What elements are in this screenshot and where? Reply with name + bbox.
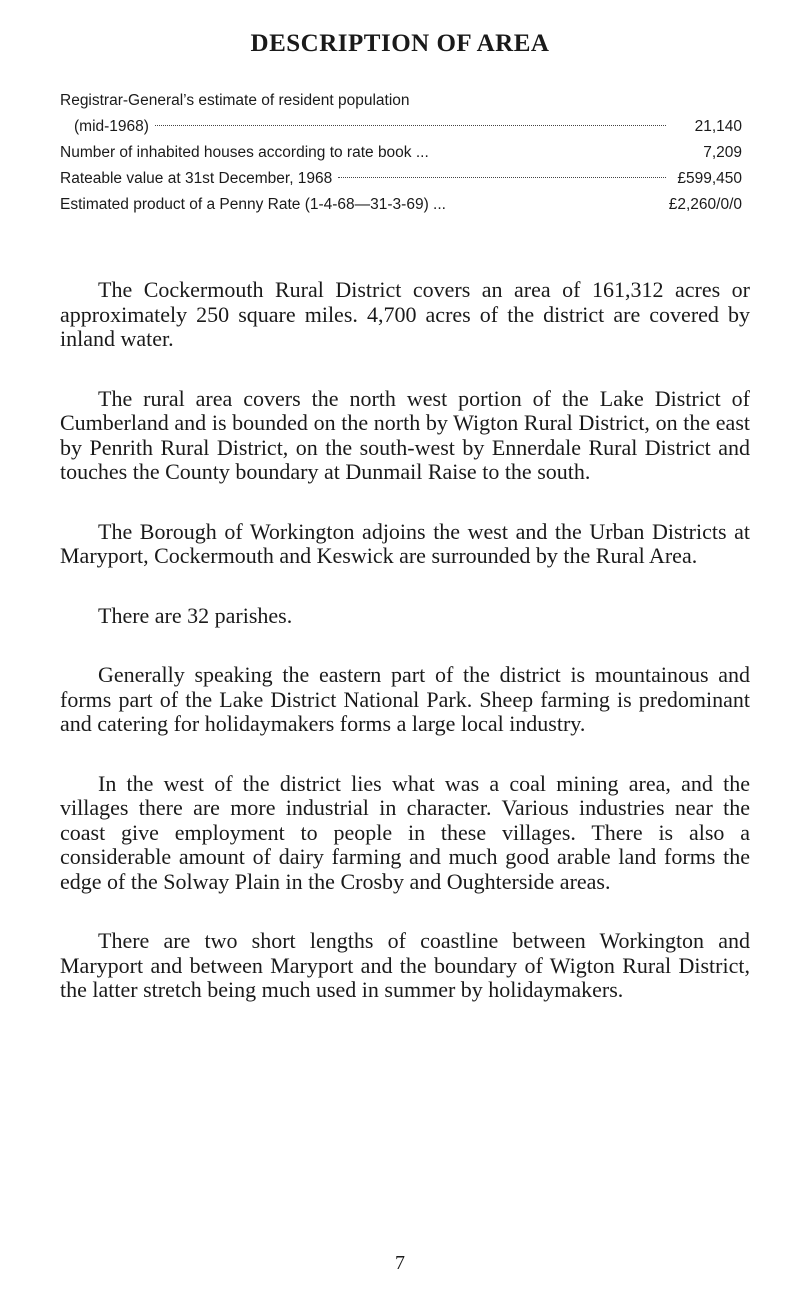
paragraph: In the west of the district lies what was a coal mining area, and the villages there are more industrial in character. Various industries near the coast give employment to people in these villages. There is also a considerable amount of dairy farming and much good arable land forms the edge of the Solway Plain in the Crosby and Oughterside areas. [60,770,750,894]
leader-dots [155,125,666,126]
statistics-table [60,88,742,218]
paragraph: There are 32 parishes. [98,602,293,628]
stat-label: Estimated product of a Penny Rate (1-4-68—31-3-69) ... [60,196,446,213]
stat-row-population [60,88,742,140]
leader-dots [338,177,666,178]
paragraph: Generally speaking the eastern part of the district is mountainous and forms part of the Lake District National Park. Sheep farming is predominant and catering for holidaymakers forms a large local industry. [60,662,750,736]
stat-label-line1: Registrar-General’s estimate of resident population [60,92,410,109]
stat-value: £2,260/0/0 [668,196,742,213]
stat-value: £599,450 [677,170,742,187]
paragraph: There are two short lengths of coastline between Workington and Maryport and between Maryport and the boundary of Wigton Rural District, the latter stretch being much used in summer by holidaymakers. [60,928,750,1002]
stat-label: Rateable value at 31st December, 1968 [60,170,333,187]
stat-value: 7,209 [703,144,742,161]
paragraph: The Borough of Workington adjoins the west and the Urban Districts at Maryport, Cockermouth and Keswick are surrounded by the Rural Area. [60,518,750,568]
paragraph: The Cockermouth Rural District covers an area of 161,312 acres or approximately 250 square miles. 4,700 acres of the district are covered by inland water. [60,277,750,351]
stat-row-rateable-value [60,166,742,192]
paragraph: The rural area covers the north west portion of the Lake District of Cumberland and is bounded on the north by Wigton Rural District, on the east by Penrith Rural District, on the south-west by Ennerdale Rural District and touches the County boundary at Dunmail Raise to the south. [60,385,750,484]
stat-label: Number of inhabited houses according to rate book ... [60,144,429,161]
stat-value: 21,140 [694,118,742,135]
body-text [60,278,750,1038]
page-title: DESCRIPTION OF AREA [250,30,550,57]
stat-row-houses [60,140,742,166]
page-number: 7 [395,1252,405,1274]
stat-label: (mid-1968) [74,118,149,135]
stat-row-penny-rate [60,192,742,218]
